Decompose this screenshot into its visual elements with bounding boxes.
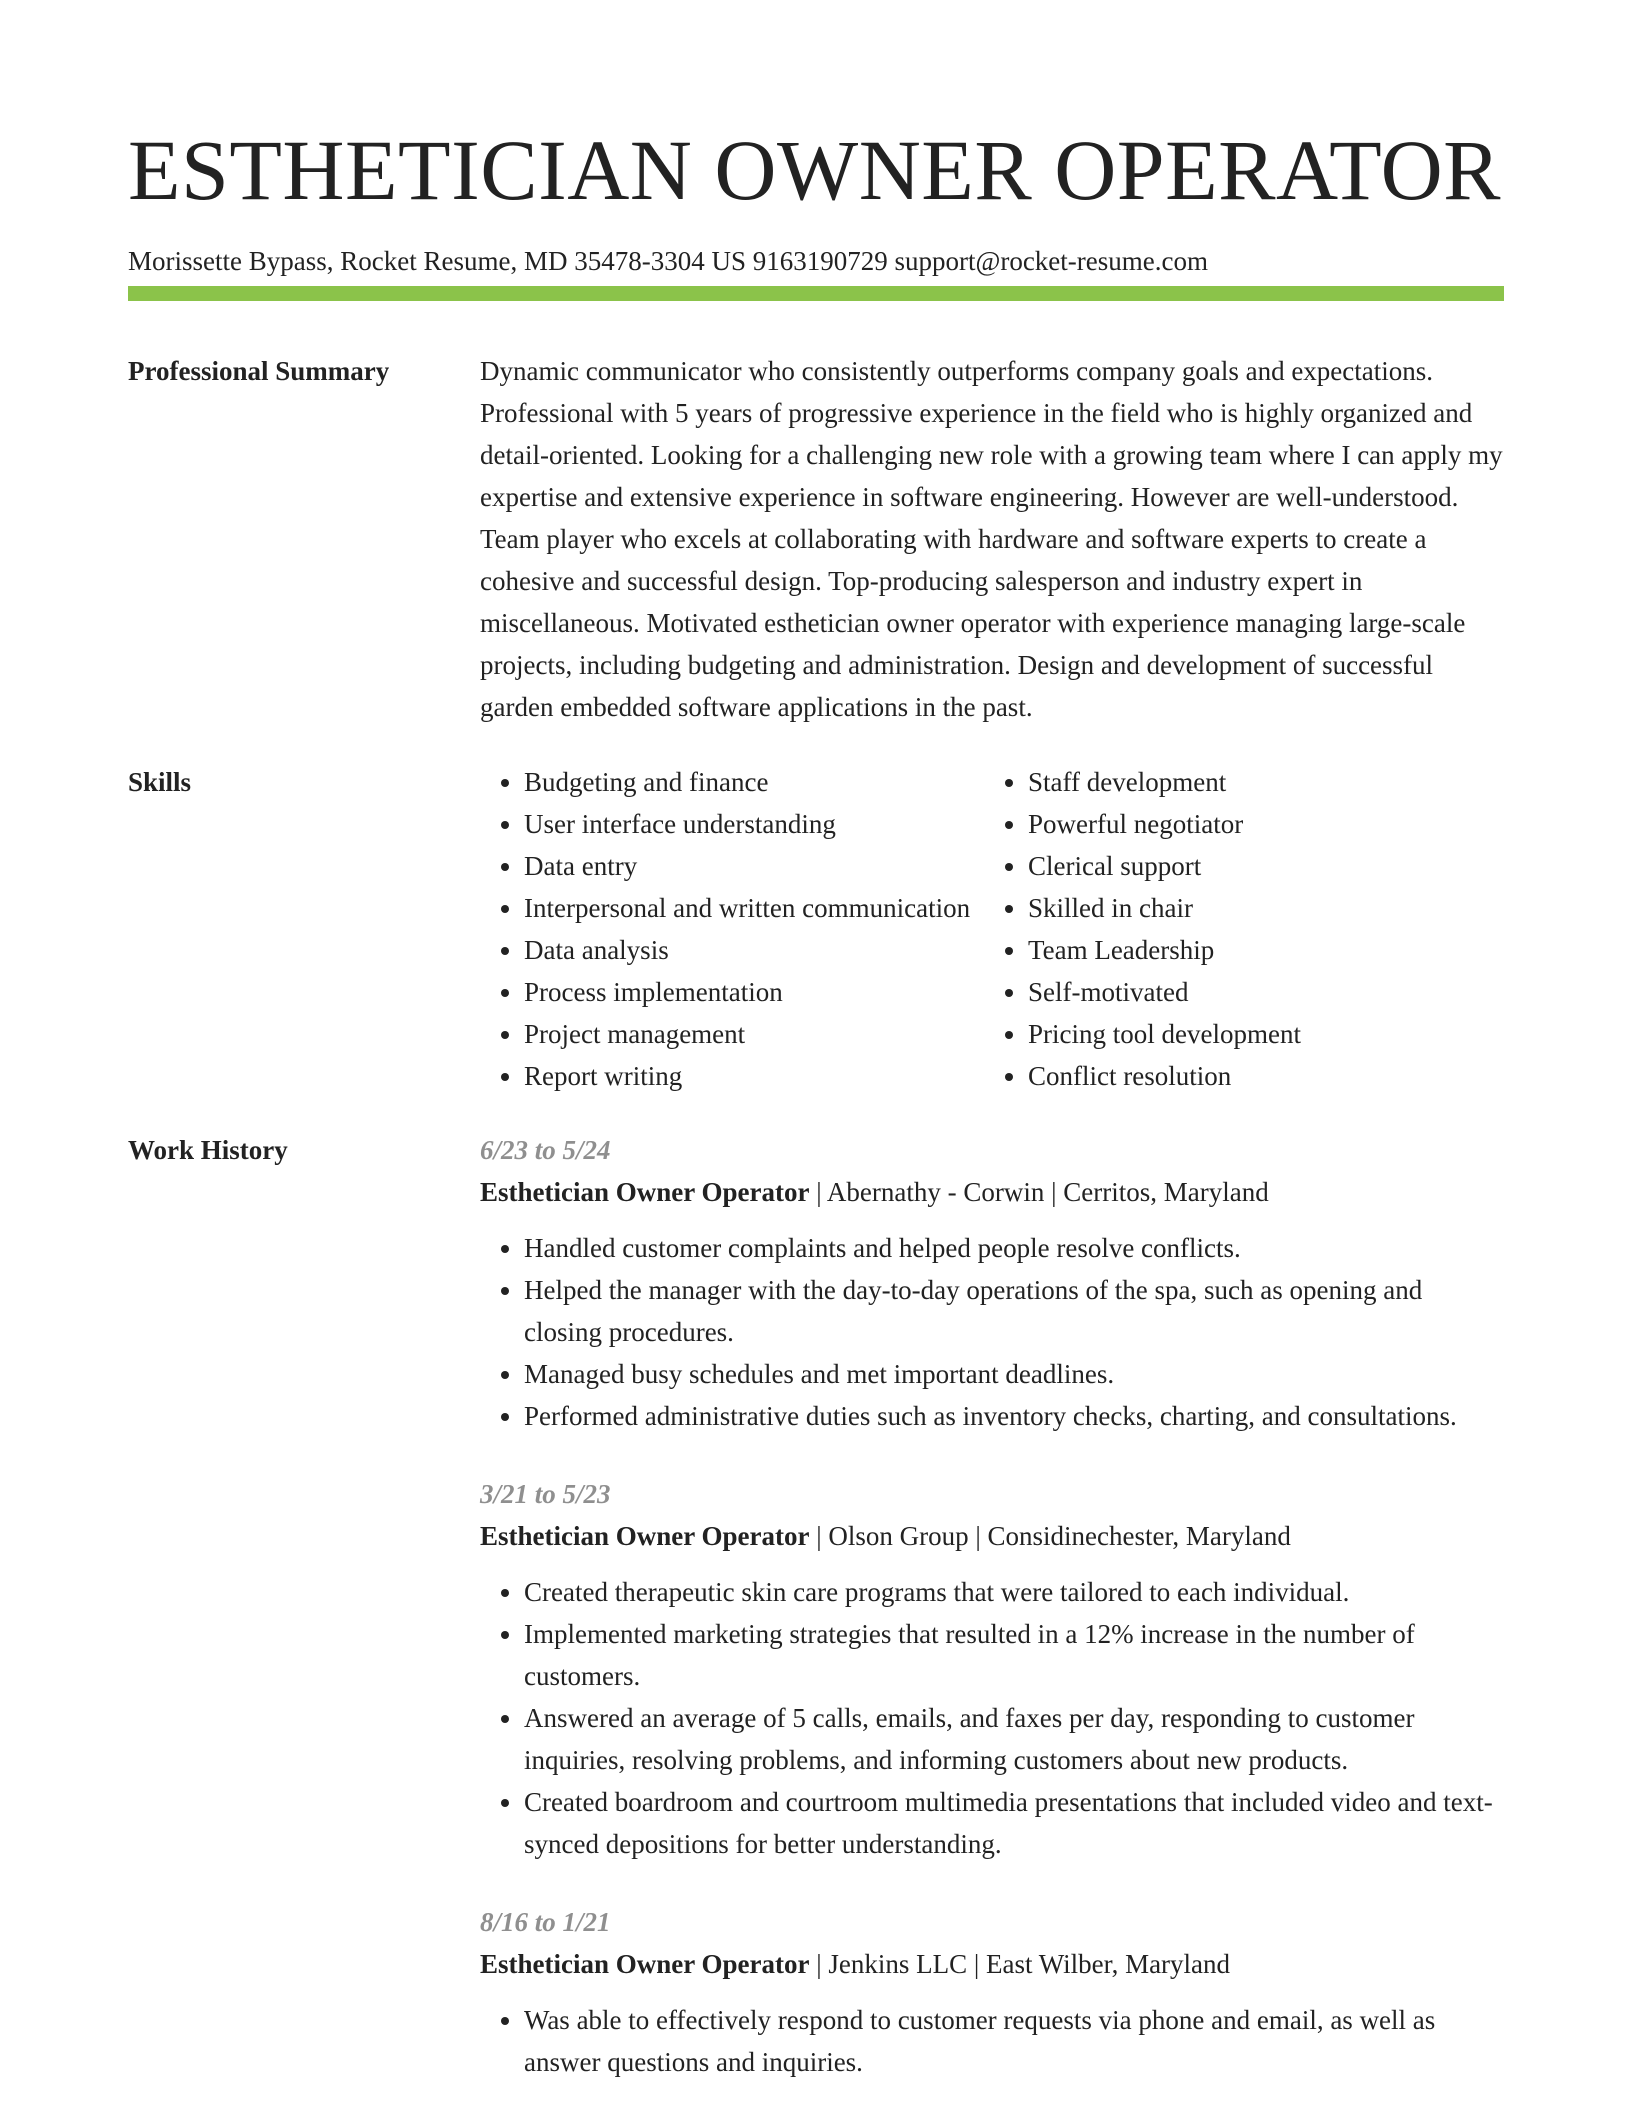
- job-title: Esthetician Owner Operator: [480, 1177, 810, 1207]
- skill-item: • Team Leadership: [1028, 929, 1498, 971]
- skill-item: • Interpersonal and written communication: [524, 887, 984, 929]
- skill-item: • Self-motivated: [1028, 971, 1498, 1013]
- skills-body: [480, 761, 1504, 1097]
- job-bullet: • Answered an average of 5 calls, emails, and faxes per day, responding to customer inquiries, resolving problems, and informing customers about new products.: [524, 1697, 1504, 1781]
- job-employer-location: | Jenkins LLC | East Wilber, Maryland: [809, 1949, 1231, 1979]
- job-employer-location: | Olson Group | Considinechester, Maryland: [809, 1521, 1291, 1551]
- job-bullets: [480, 1999, 1504, 2083]
- job-bullet: • Helped the manager with the day-to-day operations of the spa, such as opening and closing procedures.: [524, 1269, 1504, 1353]
- skill-item: • Process implementation: [524, 971, 984, 1013]
- skills-columns: [480, 761, 1504, 1097]
- skill-item: • Skilled in chair: [1028, 887, 1498, 929]
- summary-text: Dynamic communicator who consistently outperforms company goals and expectations. Professional with 5 years of progressive experience in the field who is highly organized and detail-oriented. Looking for a challenging new role with a growing team where I can apply my expertise and extensive experience in software engineering. However are well-understood. Team player who excels at collaborating with hardware and software experts to create a cohesive and successful design. Top-producing salesperson and industry expert in miscellaneous. Motivated esthetician owner operator with experience managing large-scale projects, including budgeting and administration. Design and development of successful garden embedded software applications in the past.: [480, 356, 1503, 722]
- job-heading: [480, 1943, 1504, 1985]
- job-dates: 3/21 to 5/23: [480, 1479, 611, 1509]
- skill-item: • Data entry: [524, 845, 984, 887]
- job-title: Esthetician Owner Operator: [480, 1521, 810, 1551]
- job-employer-location: | Abernathy - Corwin | Cerritos, Maryland: [809, 1177, 1269, 1207]
- skill-item: • User interface understanding: [524, 803, 984, 845]
- job-bullet: • Handled customer complaints and helped people resolve conflicts.: [524, 1227, 1504, 1269]
- section-label-work: Work History: [128, 1135, 288, 1165]
- job-bullets: [480, 1571, 1504, 1865]
- job-bullet: • Was able to effectively respond to customer requests via phone and email, as well as answer questions and inquiries.: [524, 1999, 1504, 2083]
- job-bullets: [480, 1227, 1504, 1437]
- job-bullet: • Created boardroom and courtroom multimedia presentations that included video and text-synced depositions for better understanding.: [524, 1781, 1504, 1865]
- skill-item: • Pricing tool development: [1028, 1013, 1498, 1055]
- skill-item: • Data analysis: [524, 929, 984, 971]
- job-bullet: • Performed administrative duties such as inventory checks, charting, and consultations.: [524, 1395, 1504, 1437]
- skills-column-2: [984, 761, 1498, 1097]
- job-entry: [480, 1129, 1504, 1437]
- skills-column-1: [480, 761, 984, 1097]
- job-entry: [480, 1473, 1504, 1865]
- job-heading: [480, 1515, 1504, 1557]
- section-label-skills: Skills: [128, 767, 192, 797]
- job-dates: 8/16 to 1/21: [480, 1907, 611, 1937]
- resume-header: [128, 118, 1504, 278]
- candidate-name: ESTHETICIAN OWNER OPERATOR: [128, 122, 1502, 218]
- skill-item: • Staff development: [1028, 761, 1498, 803]
- job-entry: [480, 1901, 1504, 2083]
- contact-line: Morissette Bypass, Rocket Resume, MD 35478-3304 US 9163190729 support@rocket-resume.com: [128, 246, 1208, 276]
- job-title: Esthetician Owner Operator: [480, 1949, 810, 1979]
- job-bullet: • Implemented marketing strategies that resulted in a 12% increase in the number of customers.: [524, 1613, 1504, 1697]
- job-bullet: • Managed busy schedules and met important deadlines.: [524, 1353, 1504, 1395]
- job-heading: [480, 1171, 1504, 1213]
- header-divider: [128, 286, 1504, 301]
- skill-item: • Powerful negotiator: [1028, 803, 1498, 845]
- skill-item: • Budgeting and finance: [524, 761, 984, 803]
- section-label-summary: Professional Summary: [128, 356, 390, 386]
- skill-item: • Conflict resolution: [1028, 1055, 1498, 1097]
- job-dates: 6/23 to 5/24: [480, 1135, 611, 1165]
- work-history-body: [480, 1129, 1504, 2083]
- skill-item: • Report writing: [524, 1055, 984, 1097]
- job-bullet: • Created therapeutic skin care programs that were tailored to each individual.: [524, 1571, 1504, 1613]
- skill-item: • Project management: [524, 1013, 984, 1055]
- skill-item: • Clerical support: [1028, 845, 1498, 887]
